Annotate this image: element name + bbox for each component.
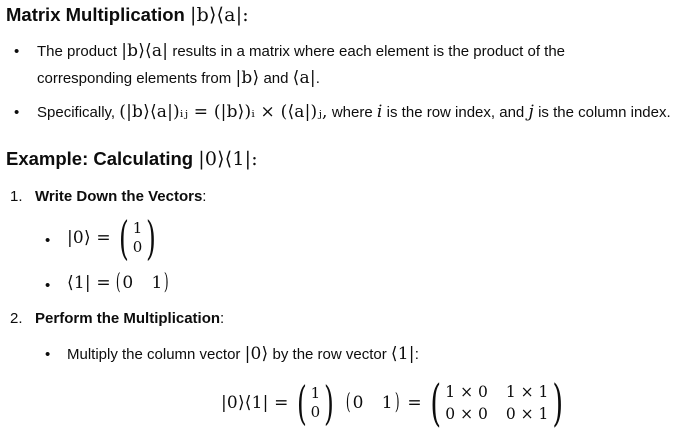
matrix-cell: 1 × 0 [445,383,488,401]
row-vector [114,272,171,294]
text: . [315,70,320,87]
bullet-dot: • [14,104,20,121]
text: Specifically, [37,104,120,121]
math-bra-a: ⟨a| [292,68,316,88]
text: and [259,70,293,87]
left-paren: ( [118,211,129,265]
vector-entries [133,219,143,257]
text: corresponding elements from [37,70,236,87]
text: by the row vector [268,346,391,363]
vector-entry: 0 [122,273,134,293]
vector-entry: 1 [132,219,143,237]
matrix-cell: 1 × 1 [505,383,549,401]
text: is the row index, and [382,104,529,121]
bullet-dot: • [45,346,51,363]
section-heading-example [6,148,258,170]
bullet-product-line2 [37,68,320,88]
result-matrix [426,374,568,432]
vector-entry: 1 [151,273,163,293]
math-equation-lhs: |0⟩⟨1| = [221,393,289,413]
math-ket-b: |b⟩ [235,68,260,88]
text: results in a matrix where each element is the product of the [168,43,566,60]
vector-entry: 1 [381,393,393,413]
math-var-i: i [376,102,383,122]
column-vector [293,376,338,430]
matrix-cell: 0 × 1 [505,405,549,423]
math-var-j: j [528,102,534,122]
multiply-instruction [67,344,419,364]
vector-entry: 0 [310,403,321,421]
vector-entry: 0 [352,393,364,413]
heading-math: |b⟩⟨a|: [189,4,249,26]
row-vector [344,392,401,414]
bullet-product-line1 [37,41,565,61]
right-paren: ) [324,376,335,430]
ket-0-definition [67,213,160,263]
right-paren: ) [164,270,170,295]
heading-text: Example: Calculating [6,148,199,169]
matrix-entries [445,381,548,425]
step-title: Write Down the Vectors [35,188,203,205]
text: The product [37,43,122,60]
step-number: 2. [10,310,23,327]
vector-entry: 1 [310,384,321,402]
step-number: 1. [10,188,23,205]
step-colon: : [220,310,225,327]
left-paren: ( [345,390,351,415]
section-heading-matrix-multiplication [6,4,249,26]
text: Multiply the column vector [67,346,245,363]
math-ket-0: |0⟩ [244,344,269,364]
bullet-dot: • [14,43,20,60]
heading-text: Matrix Multiplication [6,4,190,25]
text: is the column index. [533,104,671,121]
math-bra-1: ⟨1| [390,344,415,364]
step-2 [10,310,224,327]
left-paren: ( [430,374,441,432]
vector-entry: 0 [132,238,143,256]
right-paren: ) [552,374,564,432]
multiplication-equation [221,376,568,430]
bra-1-definition [67,272,171,294]
math-element-formula: (|b⟩⟨a|)ᵢⱼ = (|b⟩)ᵢ × (⟨a|)ⱼ, [119,102,328,122]
equals-sign: = [407,393,422,413]
right-paren: ) [394,390,400,415]
math-outer-product: |b⟩⟨a| [121,41,169,61]
math-bra-1-lhs: ⟨1| = [67,273,111,293]
right-paren: ) [146,211,157,265]
matrix-cell: 0 × 0 [445,405,488,423]
column-vector [115,211,160,265]
vector-entries [311,384,321,422]
heading-math: |0⟩⟨1|: [198,148,258,170]
bullet-specifically [37,102,671,122]
text: : [414,346,419,363]
step-1 [10,188,206,205]
left-paren: ( [296,376,307,430]
step-title: Perform the Multiplication [35,310,221,327]
left-paren: ( [115,270,121,295]
bullet-dot: • [45,277,51,294]
text: where [327,104,377,121]
step-colon: : [202,188,207,205]
bullet-dot: • [45,232,51,249]
math-ket-0-lhs: |0⟩ = [67,228,111,248]
